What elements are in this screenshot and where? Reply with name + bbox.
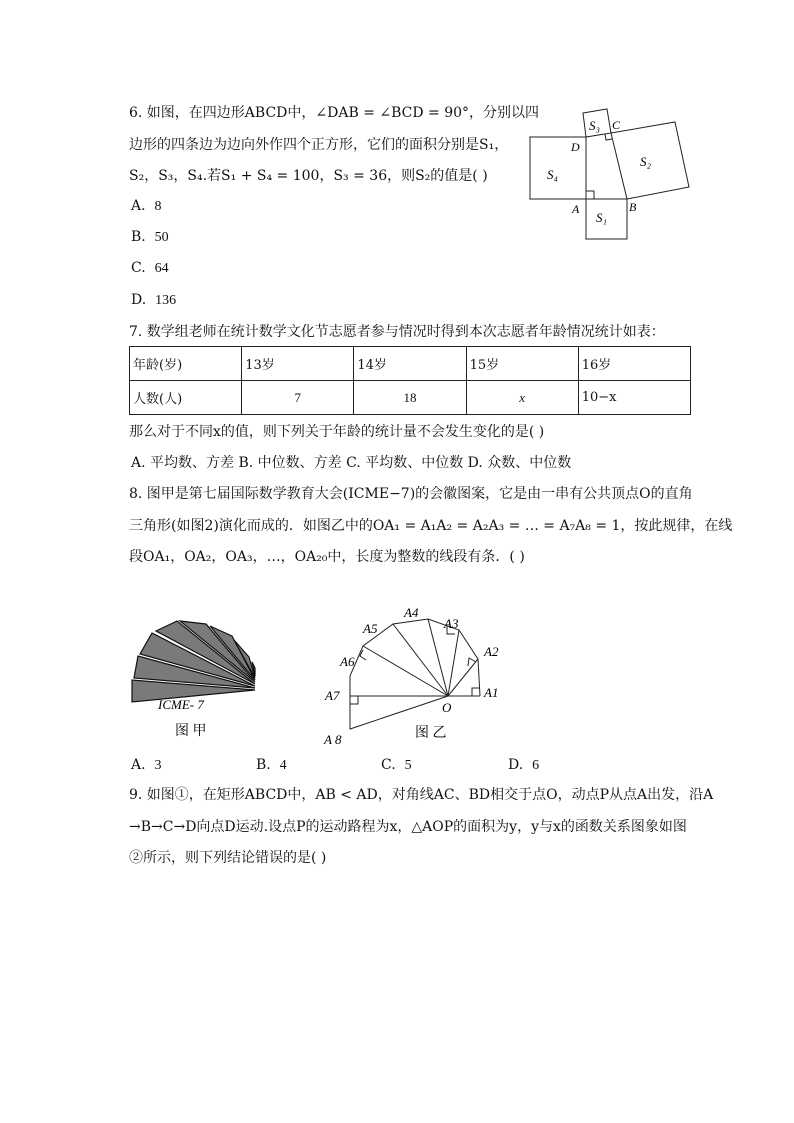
q8-line-1: 8. 图甲是第七届国际数学教育大会(ICME−7)的会徽图案，它是由一串有公共顶点O的直角	[129, 486, 693, 502]
option-letter: D.	[131, 292, 147, 308]
label-o: O	[442, 700, 452, 715]
right-angle-mark	[350, 696, 358, 704]
q8-line-2: 三角形(如图2)演化而成的．如图乙中的OA₁ = A₁A₂ = A₂A₃ = … = A₇A₈ = 1，按此规律，在线	[129, 518, 733, 534]
label-a4: A4	[404, 605, 419, 620]
segment-oa6	[363, 646, 448, 696]
right-angle-mark	[472, 688, 480, 696]
label-a6: A6	[340, 654, 355, 669]
table-cell: 18	[354, 381, 466, 415]
option-letter: B.	[256, 757, 271, 773]
q8-option-c[interactable]	[381, 755, 412, 776]
q6-line-3: S₂，S₃，S₄.若S₁ + S₄ = 100，S₃ = 36，则S₂的值是( )	[129, 168, 488, 184]
table-cell: x	[466, 381, 578, 415]
q9-line-3: ②所示，则下列结论错误的是( )	[129, 850, 327, 866]
label-a5: A5	[363, 621, 378, 636]
option-letter: A.	[131, 198, 146, 214]
q9-line-2: →B→C→D向点D运动.设点P的运动路程为x，△AOP的面积为y，y与x的函数关系图象如图	[129, 819, 687, 835]
table-cell: 13岁	[242, 347, 354, 381]
table-cell: 人数(人)	[130, 381, 242, 415]
option-letter: D.	[508, 757, 524, 773]
option-value: 3	[154, 758, 162, 773]
table-cell: 7	[242, 381, 354, 415]
q6-option-c[interactable]	[131, 258, 169, 279]
icme-logo-figure	[128, 618, 268, 743]
option-value: 50	[154, 230, 169, 245]
option-value: 4	[279, 758, 287, 773]
right-angle-mark	[468, 658, 476, 666]
segment-oa3	[448, 630, 459, 696]
table-cell: 15岁	[466, 347, 578, 381]
q6-line-1: 6. 如图，在四边形ABCD中，∠DAB = ∠BCD = 90°，分别以四	[129, 105, 540, 121]
label-c: C	[612, 118, 621, 132]
right-angle-mark-a	[586, 191, 594, 199]
option-letter: B.	[131, 229, 146, 245]
table-row	[130, 347, 691, 381]
segment-oa5	[393, 624, 448, 696]
table-cell: 16岁	[578, 347, 690, 381]
option-value: 136	[155, 293, 177, 308]
option-letter: C.	[381, 757, 396, 773]
label-s3: S₃	[589, 118, 601, 133]
label-a1: A1	[484, 685, 499, 700]
age-table	[129, 346, 691, 415]
label-a: A	[572, 202, 580, 216]
table-row	[130, 381, 691, 415]
q7-question: 那么对于不同x的值，则下列关于年龄的统计量不会发生变化的是( )	[129, 424, 545, 440]
label-b: B	[629, 200, 637, 214]
label-d: D	[571, 140, 580, 154]
q6-squares-figure	[520, 100, 700, 245]
logo-text: ICME- 7	[158, 697, 204, 712]
table-cell: 14岁	[354, 347, 466, 381]
spiral-triangles-figure	[318, 600, 518, 750]
label-a8: A 8	[324, 732, 342, 747]
q6-option-d[interactable]	[131, 290, 176, 311]
label-a3: A3	[444, 616, 459, 631]
table-cell: 年龄(岁)	[130, 347, 242, 381]
label-a2: A2	[484, 644, 499, 659]
option-value: 64	[154, 261, 169, 276]
q9-line-1: 9. 如图①，在矩形ABCD中，AB < AD，对角线AC、BD相交于点O，动点P从点A出发，沿A	[129, 787, 714, 803]
q8-option-d[interactable]	[508, 755, 539, 776]
label-s4: S₄	[547, 167, 559, 182]
q7-options[interactable]: A. 平均数、方差 B. 中位数、方差 C. 平均数、中位数 D. 众数、中位数	[131, 455, 572, 471]
option-value: 6	[532, 758, 540, 773]
label-s1: S₁	[596, 210, 608, 225]
label-a7: A7	[325, 688, 340, 703]
q6-option-b[interactable]	[131, 227, 169, 248]
fig-b-caption: 图 乙	[415, 726, 447, 741]
q6-line-2: 边形的四条边为边向外作四个正方形，它们的面积分别是S₁，	[129, 137, 509, 153]
table-cell: 10−x	[578, 381, 690, 415]
q6-option-a[interactable]	[131, 196, 161, 217]
q8-line-3: 段OA₁，OA₂，OA₃，…，OA₂₀中，长度为整数的线段有条．( )	[129, 549, 525, 565]
option-letter: A.	[131, 757, 146, 773]
q8-option-b[interactable]	[256, 755, 287, 776]
fig-a-caption: 图 甲	[175, 724, 207, 739]
q8-option-a[interactable]	[131, 755, 161, 776]
option-letter: C.	[131, 260, 146, 276]
q7-stem: 7. 数学组老师在统计数学文化节志愿者参与情况时得到本次志愿者年龄情况统计如表：	[129, 324, 665, 340]
segment-oa2	[448, 659, 478, 696]
option-value: 8	[154, 199, 162, 214]
label-s2: S₂	[640, 154, 652, 169]
option-value: 5	[404, 758, 412, 773]
